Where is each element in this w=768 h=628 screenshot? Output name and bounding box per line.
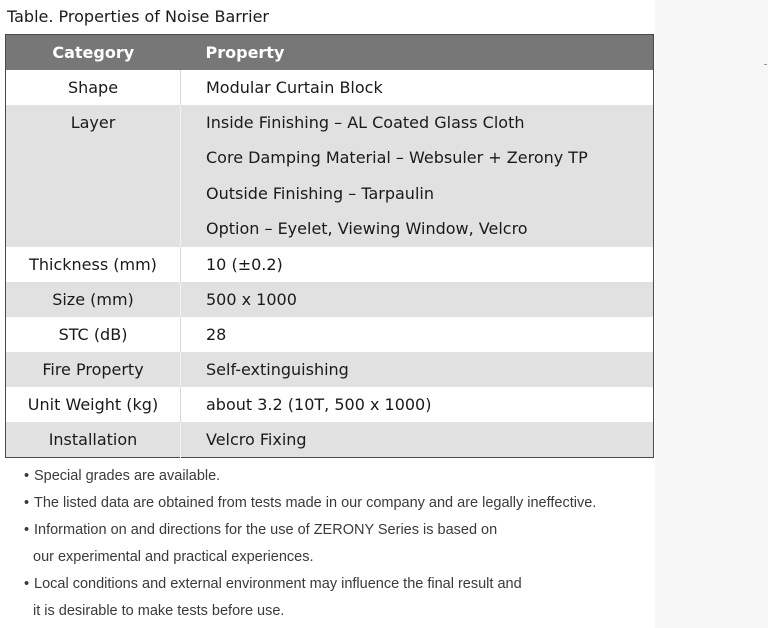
note-text: Special grades are available. bbox=[34, 468, 221, 484]
property-line: Inside Finishing – AL Coated Glass Cloth bbox=[206, 113, 525, 133]
row-category: Fire Property bbox=[6, 352, 181, 387]
column-header-category: Category bbox=[6, 35, 181, 71]
bullet-icon: • bbox=[24, 576, 30, 592]
note-item bbox=[24, 463, 654, 490]
bullet-icon: • bbox=[24, 522, 30, 538]
note-text: it is desirable to make tests before use. bbox=[33, 603, 285, 619]
table-header-row bbox=[6, 35, 654, 71]
column-header-property: Property bbox=[181, 35, 654, 71]
note-text: our experimental and practical experiences. bbox=[33, 549, 314, 565]
row-category: Unit Weight (kg) bbox=[6, 387, 181, 422]
row-category: Layer bbox=[6, 105, 181, 247]
note-item bbox=[24, 517, 654, 544]
note-text: Local conditions and external environment may influence the final result and bbox=[34, 576, 522, 592]
table-row bbox=[6, 247, 654, 282]
bullet-icon: • bbox=[24, 468, 30, 484]
row-property: about 3.2 (10T, 500 x 1000) bbox=[181, 387, 654, 422]
row-category: Thickness (mm) bbox=[6, 247, 181, 282]
page-margin-strip bbox=[655, 0, 768, 628]
row-category: STC (dB) bbox=[6, 317, 181, 352]
row-property: Modular Curtain Block bbox=[181, 70, 654, 105]
table-row bbox=[6, 387, 654, 422]
table-row bbox=[6, 422, 654, 458]
properties-table bbox=[5, 34, 654, 458]
table-row bbox=[6, 352, 654, 387]
note-text: The listed data are obtained from tests made in our company and are legally ineffective. bbox=[34, 495, 597, 511]
note-item bbox=[24, 571, 654, 598]
note-item bbox=[24, 490, 654, 517]
row-category: Shape bbox=[6, 70, 181, 105]
row-property: 500 x 1000 bbox=[181, 282, 654, 317]
note-text: Information on and directions for the use of ZERONY Series is based on bbox=[34, 522, 498, 538]
property-line: Outside Finishing – Tarpaulin bbox=[206, 183, 434, 203]
note-item-continuation bbox=[24, 598, 654, 625]
row-property: Velcro Fixing bbox=[181, 422, 654, 458]
table-row bbox=[6, 282, 654, 317]
table-caption: Table. Properties of Noise Barrier bbox=[7, 7, 269, 26]
table-row bbox=[6, 70, 654, 105]
table-row bbox=[6, 105, 654, 247]
row-category: Installation bbox=[6, 422, 181, 458]
note-item-continuation bbox=[24, 544, 654, 571]
table-row bbox=[6, 317, 654, 352]
bullet-icon: • bbox=[24, 495, 30, 511]
margin-mark bbox=[764, 64, 767, 65]
row-property: 28 bbox=[181, 317, 654, 352]
row-property-multiline bbox=[181, 105, 654, 247]
notes-list bbox=[24, 463, 654, 625]
row-property: Self-extinguishing bbox=[181, 352, 654, 387]
row-category: Size (mm) bbox=[6, 282, 181, 317]
property-line: Core Damping Material – Websuler + Zerony TP bbox=[206, 148, 588, 168]
property-line: Option – Eyelet, Viewing Window, Velcro bbox=[206, 219, 528, 239]
row-property: 10 (±0.2) bbox=[181, 247, 654, 282]
